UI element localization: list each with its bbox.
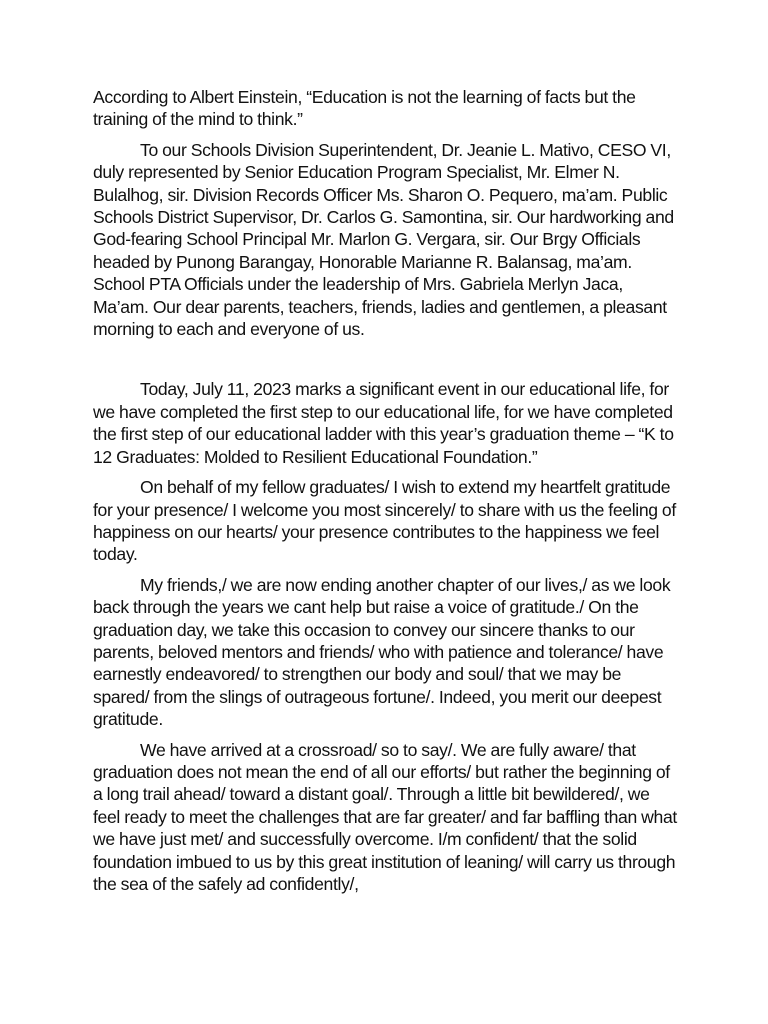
graduation-date-paragraph: Today, July 11, 2023 marks a significant event in our educational life, for we have completed the first step to our educational life, for we have completed the first step of our educational ladder with this year’s graduation theme – “K to 12 Graduates: Molded to Resilient Educational Foundation.” [93, 379, 674, 467]
gratitude-paragraph: On behalf of my fellow graduates/ I wish to extend my heartfelt gratitude for your presence/ I welcome you most sincerely/ to share with us the feeling of happiness on our hearts/ your presence contributes to the happiness we feel today. [93, 477, 676, 565]
einstein-quote-paragraph: According to Albert Einstein, “Education is not the learning of facts but the training of the mind to think.” [93, 87, 636, 130]
crossroad-paragraph: We have arrived at a crossroad/ so to say/. We are fully aware/ that graduation does not mean the end of all our efforts/ but rather the beginning of a long trail ahead/ toward a distant goal/. Through a little bit bewildered/, we feel ready to meet the challenges that are far greater/ and far baffling than what we have just met/ and successfully overcome. I/m confident/ that the solid foundation imbued to us by this great institution of leaning/ will carry us through the sea of the safely ad confidently/, [93, 739, 677, 894]
document-body [93, 86, 679, 903]
friends-paragraph: My friends,/ we are now ending another chapter of our lives,/ as we look back through the years we cant help but raise a voice of gratitude./ On the graduation day, we take this occasion to convey our sincere thanks to our parents, beloved mentors and friends/ who with patience and tolerance/ have earnestly endeavored/ to strengthen our body and soul/ that we may be spared/ from the slings of outrageous fortune/. Indeed, you merit our deepest gratitude. [93, 574, 671, 730]
salutation-paragraph: To our Schools Division Superintendent, Dr. Jeanie L. Mativo, CESO VI, duly represented by Senior Education Program Specialist, Mr. Elmer N. Bulalhog, sir. Division Records Officer Ms. Sharon O. Pequero, ma’am. Public Schools District Supervisor, Dr. Carlos G. Samontina, sir. Our hardworking and God-fearing School Principal Mr. Marlon G. Vergara, sir. Our Brgy Officials headed by Punong Barangay, Honorable Marianne R. Balansag, ma’am. School PTA Officials under the leadership of Mrs. Gabriela Merlyn Jaca, Ma’am. Our dear parents, teachers, friends, ladies and gentlemen, a pleasant morning to each and everyone of us. [93, 139, 674, 340]
paragraph-spacer [93, 348, 679, 378]
